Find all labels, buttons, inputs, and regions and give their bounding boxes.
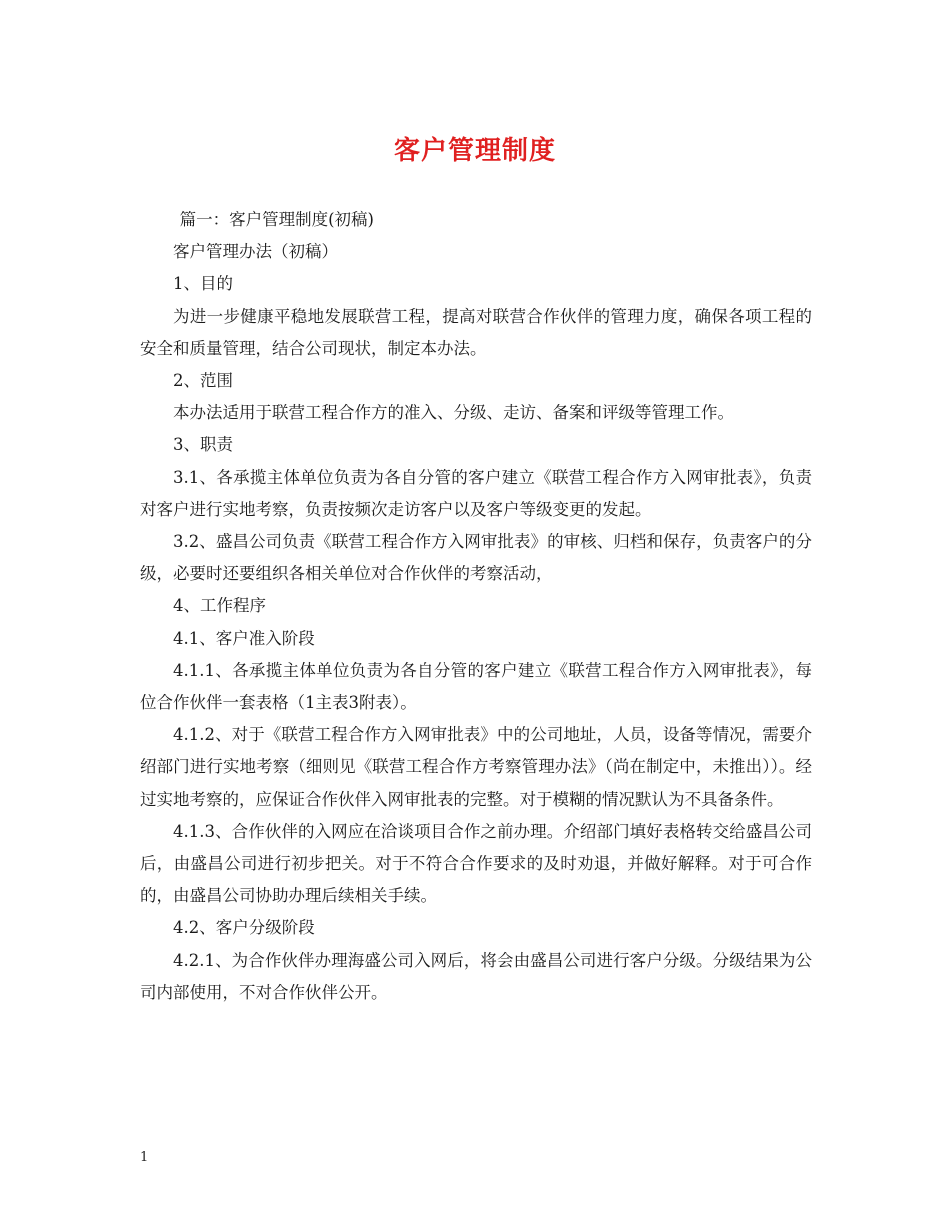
paragraph-heading-scope: 2、范围: [173, 371, 233, 391]
paragraph-4-1-1: 4.1.1、各承揽主体单位负责为各自分管的客户建立《联营工程合作方入网审批表》，每位合作伙伴一套表格（1主表3附表）。: [140, 660, 812, 713]
page-number: 1: [140, 1150, 149, 1165]
paragraph-heading-purpose: 1、目的: [173, 274, 233, 294]
paragraph-duty-3-2: 3.2、盛昌公司负责《联营工程合作方入网审批表》的审核、归档和保存，负责客户的分级，必要时还要组织各相关单位对合作伙伴的考察活动，: [140, 532, 812, 584]
document-title: 客户管理制度: [393, 136, 556, 166]
paragraph-heading-4-1: 4.1、客户准入阶段: [173, 628, 315, 648]
paragraph-duty-3-1: 3.1、各承揽主体单位负责为各自分管的客户建立《联营工程合作方入网审批表》，负责对客户进行实地考察，负责按频次走访客户以及客户等级变更的发起。: [140, 467, 812, 519]
paragraph-purpose: 为进一步健康平稳地发展联营工程，提高对联营合作伙伴的管理力度，确保各项工程的安全和质量管理，结合公司现状，制定本办法。: [140, 306, 812, 358]
paragraph-4-1-3: 4.1.3、合作伙伴的入网应在洽谈项目合作之前办理。介绍部门填好表格转交给盛昌公司后，由盛昌公司进行初步把关。对于不符合合作要求的及时劝退，并做好解释。对于可合作的，由盛昌公司协助办理后续相关手续。: [140, 821, 812, 906]
paragraph-4-1-2: 4.1.2、对于《联营工程合作方入网审批表》中的公司地址，人员，设备等情况，需要介绍部门进行实地考察（细则见《联营工程合作方考察管理办法》（尚在制定中，未推出））。经过实地考察的，应保证合作伙伴入网审批表的完整。对于模糊的情况默认为不具备条件。: [140, 725, 812, 809]
document-body: [140, 204, 812, 1009]
paragraph-section-heading: 篇一：客户管理制度(初稿): [179, 210, 374, 229]
paragraph-subtitle: 客户管理办法（初稿）: [173, 242, 338, 262]
paragraph-4-2-1: 4.2.1、为合作伙伴办理海盛公司入网后，将会由盛昌公司进行客户分级。分级结果为公司内部使用，不对合作伙伴公开。: [140, 950, 812, 1002]
paragraph-heading-procedure: 4、工作程序: [173, 596, 266, 616]
paragraph-heading-duties: 3、职责: [173, 435, 233, 455]
paragraph-heading-4-2: 4.2、客户分级阶段: [173, 918, 315, 938]
paragraph-scope: 本办法适用于联营工程合作方的准入、分级、走访、备案和评级等管理工作。: [173, 403, 734, 423]
